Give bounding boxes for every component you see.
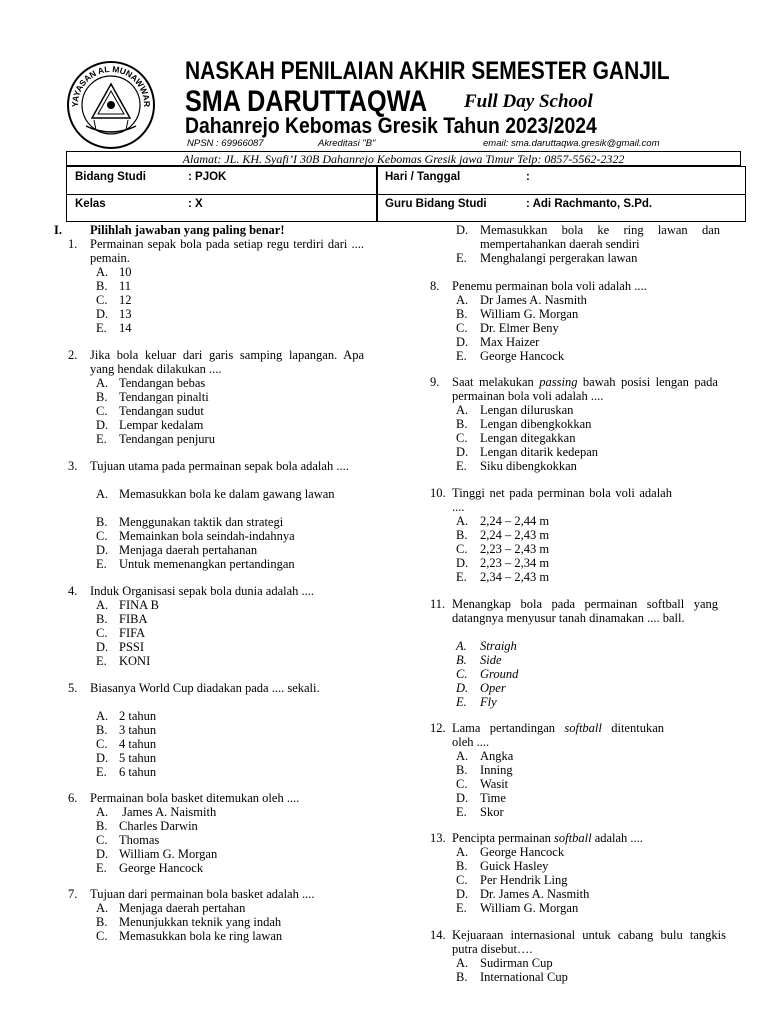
npsn: NPSN : 69966087 (187, 138, 264, 149)
question-stem: Jika bola keluar dari garis samping lapangan. Apa yang hendak dilakukan .... (90, 348, 364, 376)
table-divider (376, 167, 378, 221)
subject-value: : PJOK (188, 171, 227, 183)
location-year: Dahanrejo Kebomas Gresik Tahun 2023/2024 (185, 113, 597, 138)
question-number: 4. (68, 584, 78, 598)
question-number: 14. (430, 928, 446, 942)
question-stem: Permainan bola basket ditemukan oleh .... (90, 791, 300, 805)
question-stem: Menangkap bola pada permainan softball yang datangnya menyusur tanah dinamakan .... ball. (452, 597, 718, 625)
question-stem: Tujuan utama pada permainan sepak bola adalah .... (90, 459, 349, 473)
teacher-value: : Adi Rachmanto, S.Pd. (526, 198, 653, 210)
class-value: : X (188, 198, 203, 210)
date-label: Hari / Tanggal (385, 171, 461, 183)
question-number: 3. (68, 459, 78, 473)
question-stem: Penemu permainan bola voli adalah .... (452, 279, 647, 293)
question-number: 8. (430, 279, 440, 293)
school-tagline: Full Day School (464, 91, 593, 112)
question-number: 5. (68, 681, 78, 695)
question-number: 11. (430, 597, 446, 611)
question-stem: Induk Organisasi sepak bola dunia adalah .... (90, 584, 315, 598)
teacher-label: Guru Bidang Studi (385, 198, 487, 210)
question-stem: Kejuaraan internasional untuk cabang bulu tangkis putra disebut…. (452, 928, 726, 956)
class-label: Kelas (75, 198, 106, 210)
question-number: 13. (430, 831, 446, 845)
question-number: 6. (68, 791, 78, 805)
school-address: Alamat: JL. KH. Syafi’I 30B Dahanrejo Kebomas Gresik jawa Timur Telp: 0857-5562-2322 (182, 152, 625, 166)
question-number: 12. (430, 721, 446, 735)
school-name: SMA DARUTTAQWA (185, 85, 428, 118)
question-stem: Biasanya World Cup diadakan pada .... sekali. (90, 681, 320, 695)
logo-text: YAYASAN AL MUNAWWAR (69, 63, 153, 108)
question-number: 7. (68, 887, 78, 901)
section-instruction: Pilihlah jawaban yang paling benar! (90, 223, 285, 237)
question-stem: Saat melakukan passing bawah posisi lengan pada permainan bola voli adalah .... (452, 375, 718, 403)
exam-info-table (66, 166, 746, 222)
question-stem: Tinggi net pada perminan bola voli adalah .... (452, 486, 672, 514)
date-value: : (526, 171, 530, 183)
question-number: 10. (430, 486, 446, 500)
question-stem: Tujuan dari permainan bola basket adalah .... (90, 887, 315, 901)
question-number: 1. (68, 237, 78, 251)
school-email: email: sma.daruttaqwa.gresik@gmail.com (483, 138, 660, 149)
info-row (67, 167, 745, 195)
accreditation: Akreditasi "B" (318, 138, 376, 149)
exam-title: NASKAH PENILAIAN AKHIR SEMESTER GANJIL (185, 57, 670, 85)
section-number: I. (54, 223, 62, 237)
question-number: 9. (430, 375, 440, 389)
question-number: 2. (68, 348, 78, 362)
subject-label: Bidang Studi (75, 171, 146, 183)
school-logo (66, 60, 156, 150)
question-stem: Permainan sepak bola pada setiap regu terdiri dari .... pemain. (90, 237, 364, 265)
question-stem: Pencipta permainan softball adalah .... (452, 831, 643, 845)
question-stem: Lama pertandingan softball ditentukan oleh .... (452, 721, 664, 749)
info-row (67, 194, 745, 221)
